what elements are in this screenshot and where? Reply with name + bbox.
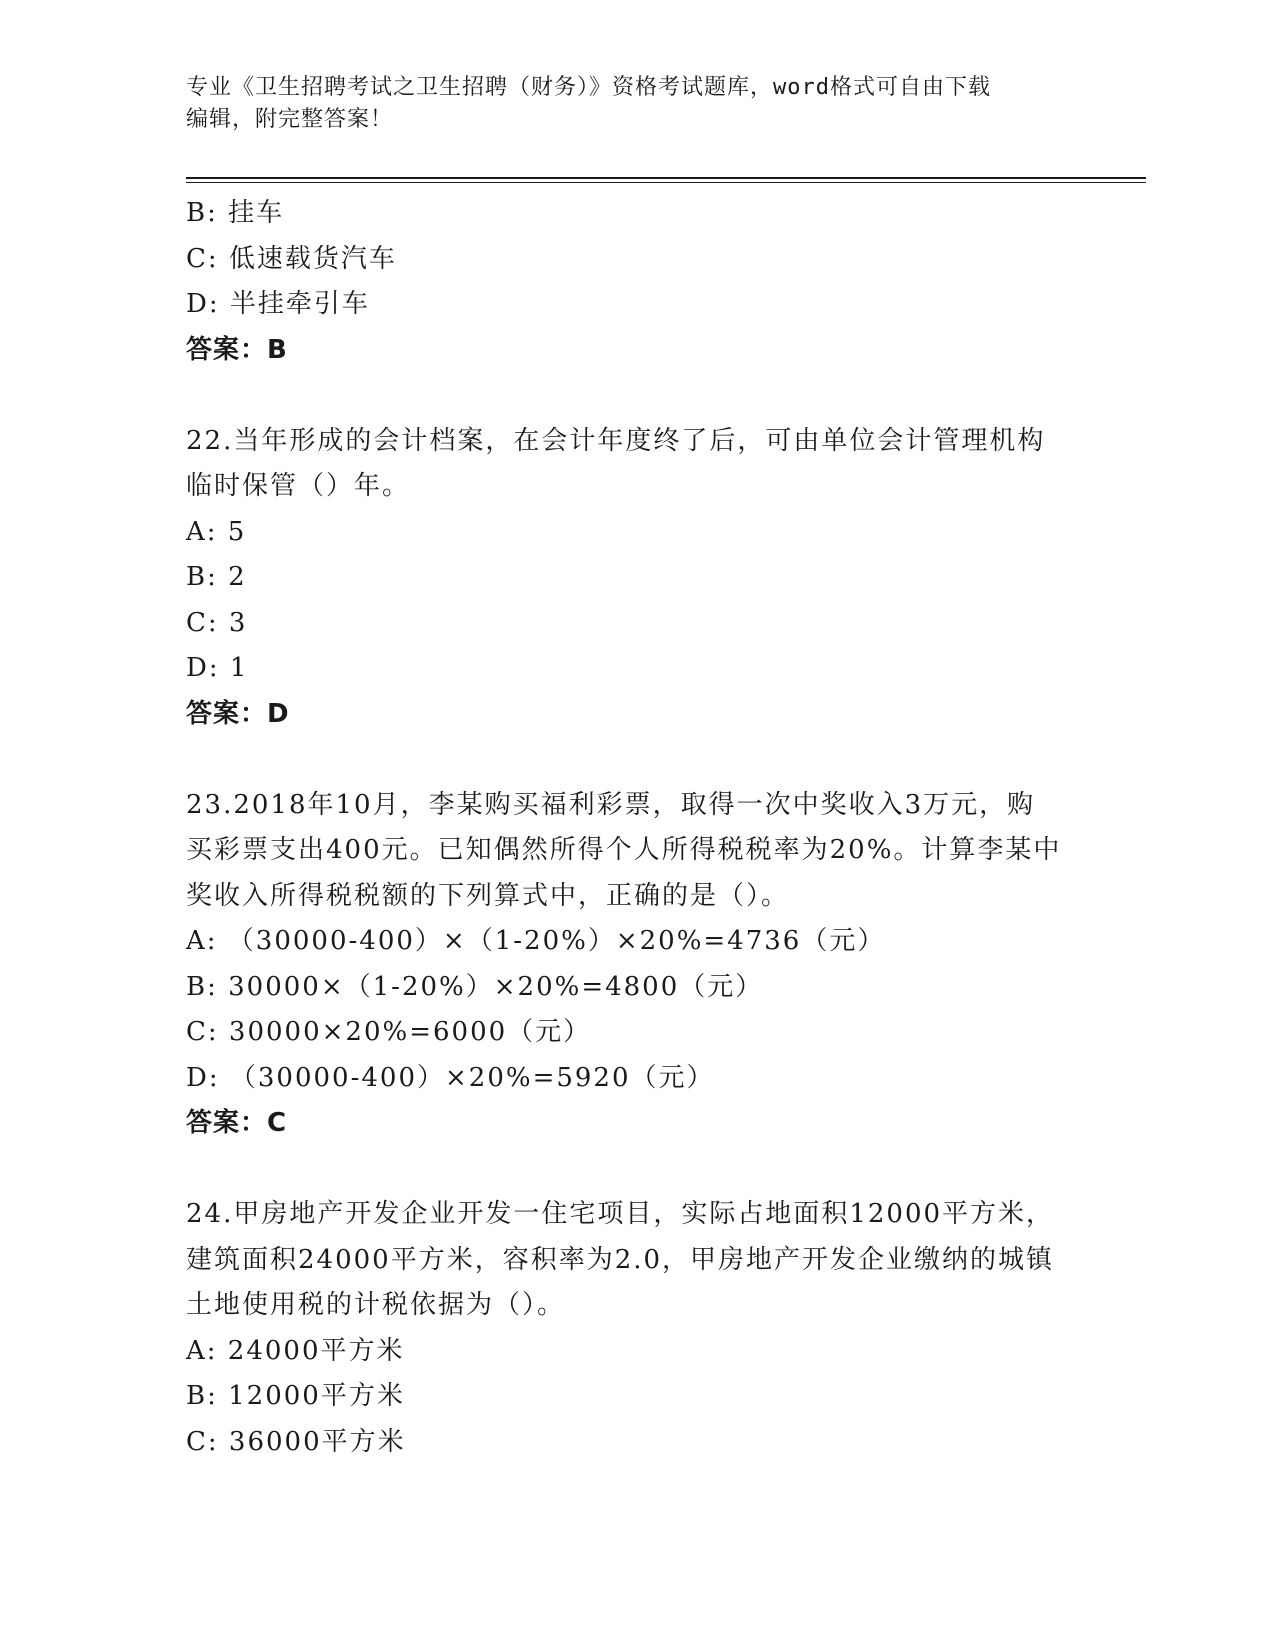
option-b: B: 12000平方米 bbox=[186, 1381, 405, 1411]
question-text-line: 土地使用税的计税依据为（）。 bbox=[186, 1290, 566, 1320]
option-b: B: 2 bbox=[186, 562, 247, 592]
question-text-line: 临时保管（）年。 bbox=[186, 471, 411, 501]
question-21 bbox=[186, 191, 1086, 373]
option-b: B: 30000×（1-20%）×20%=4800（元） bbox=[186, 971, 764, 1002]
option-a: A: （30000-400）×（1-20%）×20%=4736（元） bbox=[186, 926, 886, 956]
answer-line: 答案：C bbox=[186, 1108, 288, 1138]
question-23 bbox=[186, 783, 1086, 1147]
question-text-line: 24.甲房地产开发企业开发一住宅项目，实际占地面积12000平方米， bbox=[186, 1199, 1055, 1229]
question-24 bbox=[186, 1192, 1086, 1465]
option-d: D: 1 bbox=[186, 653, 249, 683]
header-line-2: 编辑，附完整答案！ bbox=[186, 107, 394, 132]
header-line-1: 专业《卫生招聘考试之卫生招聘（财务）》资格考试题库，word格式可自由下载 bbox=[186, 75, 991, 100]
spacer bbox=[186, 737, 1086, 783]
option-c: C: 3 bbox=[186, 607, 248, 638]
spacer bbox=[186, 373, 1086, 419]
spacer bbox=[186, 1147, 1086, 1193]
option-c: C: 30000×20%=6000（元） bbox=[186, 1017, 592, 1047]
option-a: A: 24000平方米 bbox=[186, 1335, 405, 1366]
question-text-line: 22.当年形成的会计档案，在会计年度终了后，可由单位会计管理机构 bbox=[186, 425, 1046, 456]
question-text-line: 建筑面积24000平方米，容积率为2.0，甲房地产开发企业缴纳的城镇 bbox=[186, 1244, 1055, 1275]
option-c: C: 36000平方米 bbox=[186, 1426, 406, 1457]
question-text-line: 23.2018年10月，李某购买福利彩票，取得一次中奖收入3万元，购 bbox=[186, 789, 1036, 820]
question-22 bbox=[186, 419, 1086, 738]
answer-line: 答案：D bbox=[186, 698, 290, 729]
question-text-line: 奖收入所得税税额的下列算式中，正确的是（）。 bbox=[186, 880, 790, 911]
question-text-line: 买彩票支出400元。已知偶然所得个人所得税税率为20%。计算李某中 bbox=[186, 835, 1062, 865]
option-c: C: 低速载货汽车 bbox=[186, 243, 397, 274]
option-b: B: 挂车 bbox=[186, 198, 285, 228]
answer-line: 答案：B bbox=[186, 334, 288, 365]
option-a: A: 5 bbox=[186, 516, 247, 547]
document-header bbox=[186, 72, 1086, 136]
option-d: D: 半挂牵引车 bbox=[186, 289, 370, 319]
question-list bbox=[186, 191, 1086, 1465]
option-d: D: （30000-400）×20%=5920（元） bbox=[186, 1062, 715, 1093]
header-divider-thick bbox=[186, 177, 1146, 179]
header-divider-thin bbox=[186, 182, 1146, 183]
